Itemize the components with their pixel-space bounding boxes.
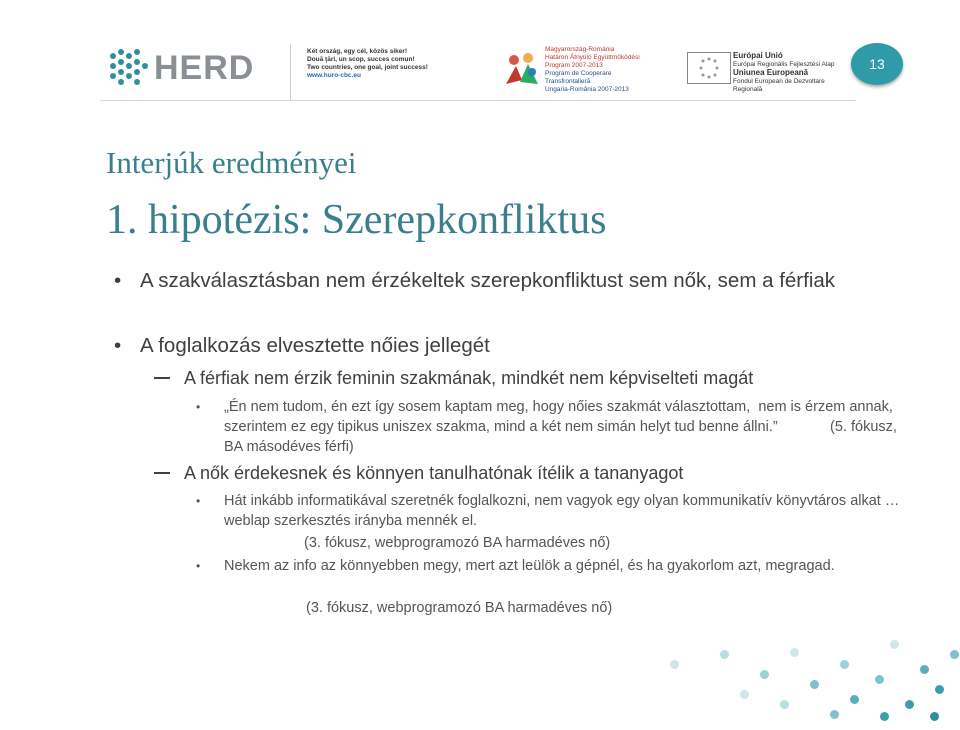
bullet-icon: •	[114, 269, 122, 292]
quote-text: Nekem az info az könnyebben megy, mert azt leülök a gépnél, és ha gyakorlom azt, megragad.	[224, 558, 835, 574]
bullet-icon: •	[196, 400, 201, 414]
program-text	[545, 46, 665, 94]
bullet-icon: •	[196, 559, 201, 573]
quote-item	[196, 397, 904, 457]
sub-bullet-item	[184, 366, 904, 390]
program-line-6: Ungaria-România 2007-2013	[545, 86, 629, 93]
herd-dots-icon	[110, 49, 148, 87]
huro-url: www.huro-cbc.eu	[307, 72, 361, 79]
eu-flag-icon	[687, 52, 731, 84]
quote-text: Hát inkább informatikával szeretnék foglalkozni, nem vagyok egy olyan kommunikatív könyvtáros alkat … weblap szerkesztés irányba mennék el.	[224, 493, 900, 529]
header-divider	[100, 100, 856, 101]
program-logo-icon	[502, 50, 542, 90]
quote-source: (3. fókusz, webprogramozó BA harmadéves nő)	[306, 600, 613, 616]
bullet-item	[114, 333, 900, 359]
program-line-3: Program 2007-2013	[545, 62, 603, 69]
eu-line-2: Európai Regionális Fejlesztési Alap	[733, 61, 835, 68]
header	[0, 0, 960, 110]
bullet-icon: •	[196, 494, 201, 508]
divider	[290, 44, 291, 100]
dash-icon	[154, 377, 170, 379]
dash-icon	[154, 472, 170, 474]
herd-logo	[110, 48, 254, 88]
slide-title: Interjúk eredményei	[106, 145, 357, 180]
slide-subtitle: 1. hipotézis: Szerepkonfliktus	[106, 197, 607, 243]
huro-slogan	[307, 48, 457, 80]
huro-line-2: Două ţări, un scop, succes comun!	[307, 56, 415, 63]
sub-bullet-text: A férfiak nem érzik feminin szakmának, mindkét nem képviselteti magát	[184, 368, 754, 388]
bullet-text: A szakválasztásban nem érzékeltek szerepkonfliktust sem nők, sem a férfiak	[140, 269, 836, 292]
huro-line-1: Két ország, egy cél, közös siker!	[307, 48, 408, 55]
program-line-4: Program de Cooperare	[545, 70, 612, 77]
quote-item	[196, 556, 904, 576]
bullet-item	[114, 268, 900, 294]
quote-source: (3. fókusz, webprogramozó BA harmadéves nő)	[304, 535, 611, 551]
page-number-badge: 13	[851, 43, 903, 85]
sub-bullet-text: A nők érdekesnek és könnyen tanulhatónak ítélik a tananyagot	[184, 463, 684, 483]
herd-logo-text: HERD	[154, 48, 255, 87]
eu-line-3: Uniunea Europeană	[733, 68, 809, 77]
bullet-icon: •	[114, 334, 122, 357]
program-line-5: Transfrontalieră	[545, 78, 591, 85]
program-line-2: Határon Átnyúló Együttműködési	[545, 54, 640, 61]
eu-line-4: Fondul European de Dezvoltare Regională	[733, 78, 825, 93]
quote-item	[196, 491, 904, 531]
eu-line-1: Európai Unió	[733, 51, 783, 60]
huro-line-3: Two countries, one goal, joint success!	[307, 64, 428, 71]
bullet-text: A foglalkozás elvesztette nőies jellegét	[140, 334, 490, 357]
sub-bullet-item	[184, 461, 904, 485]
eu-text	[733, 52, 853, 94]
quote-text: „Én nem tudom, én ezt így sosem kaptam meg, hogy nőies szakmát választottam, nem is érzem annak, szerintem ez egy tipikus uniszex szakma, mind a két nem simán helyt tud benne állni.” (5. fókusz, BA másodéves férfi)	[224, 399, 901, 455]
program-line-1: Magyarország-Románia	[545, 46, 615, 53]
decorative-dot-mosaic	[650, 640, 960, 730]
